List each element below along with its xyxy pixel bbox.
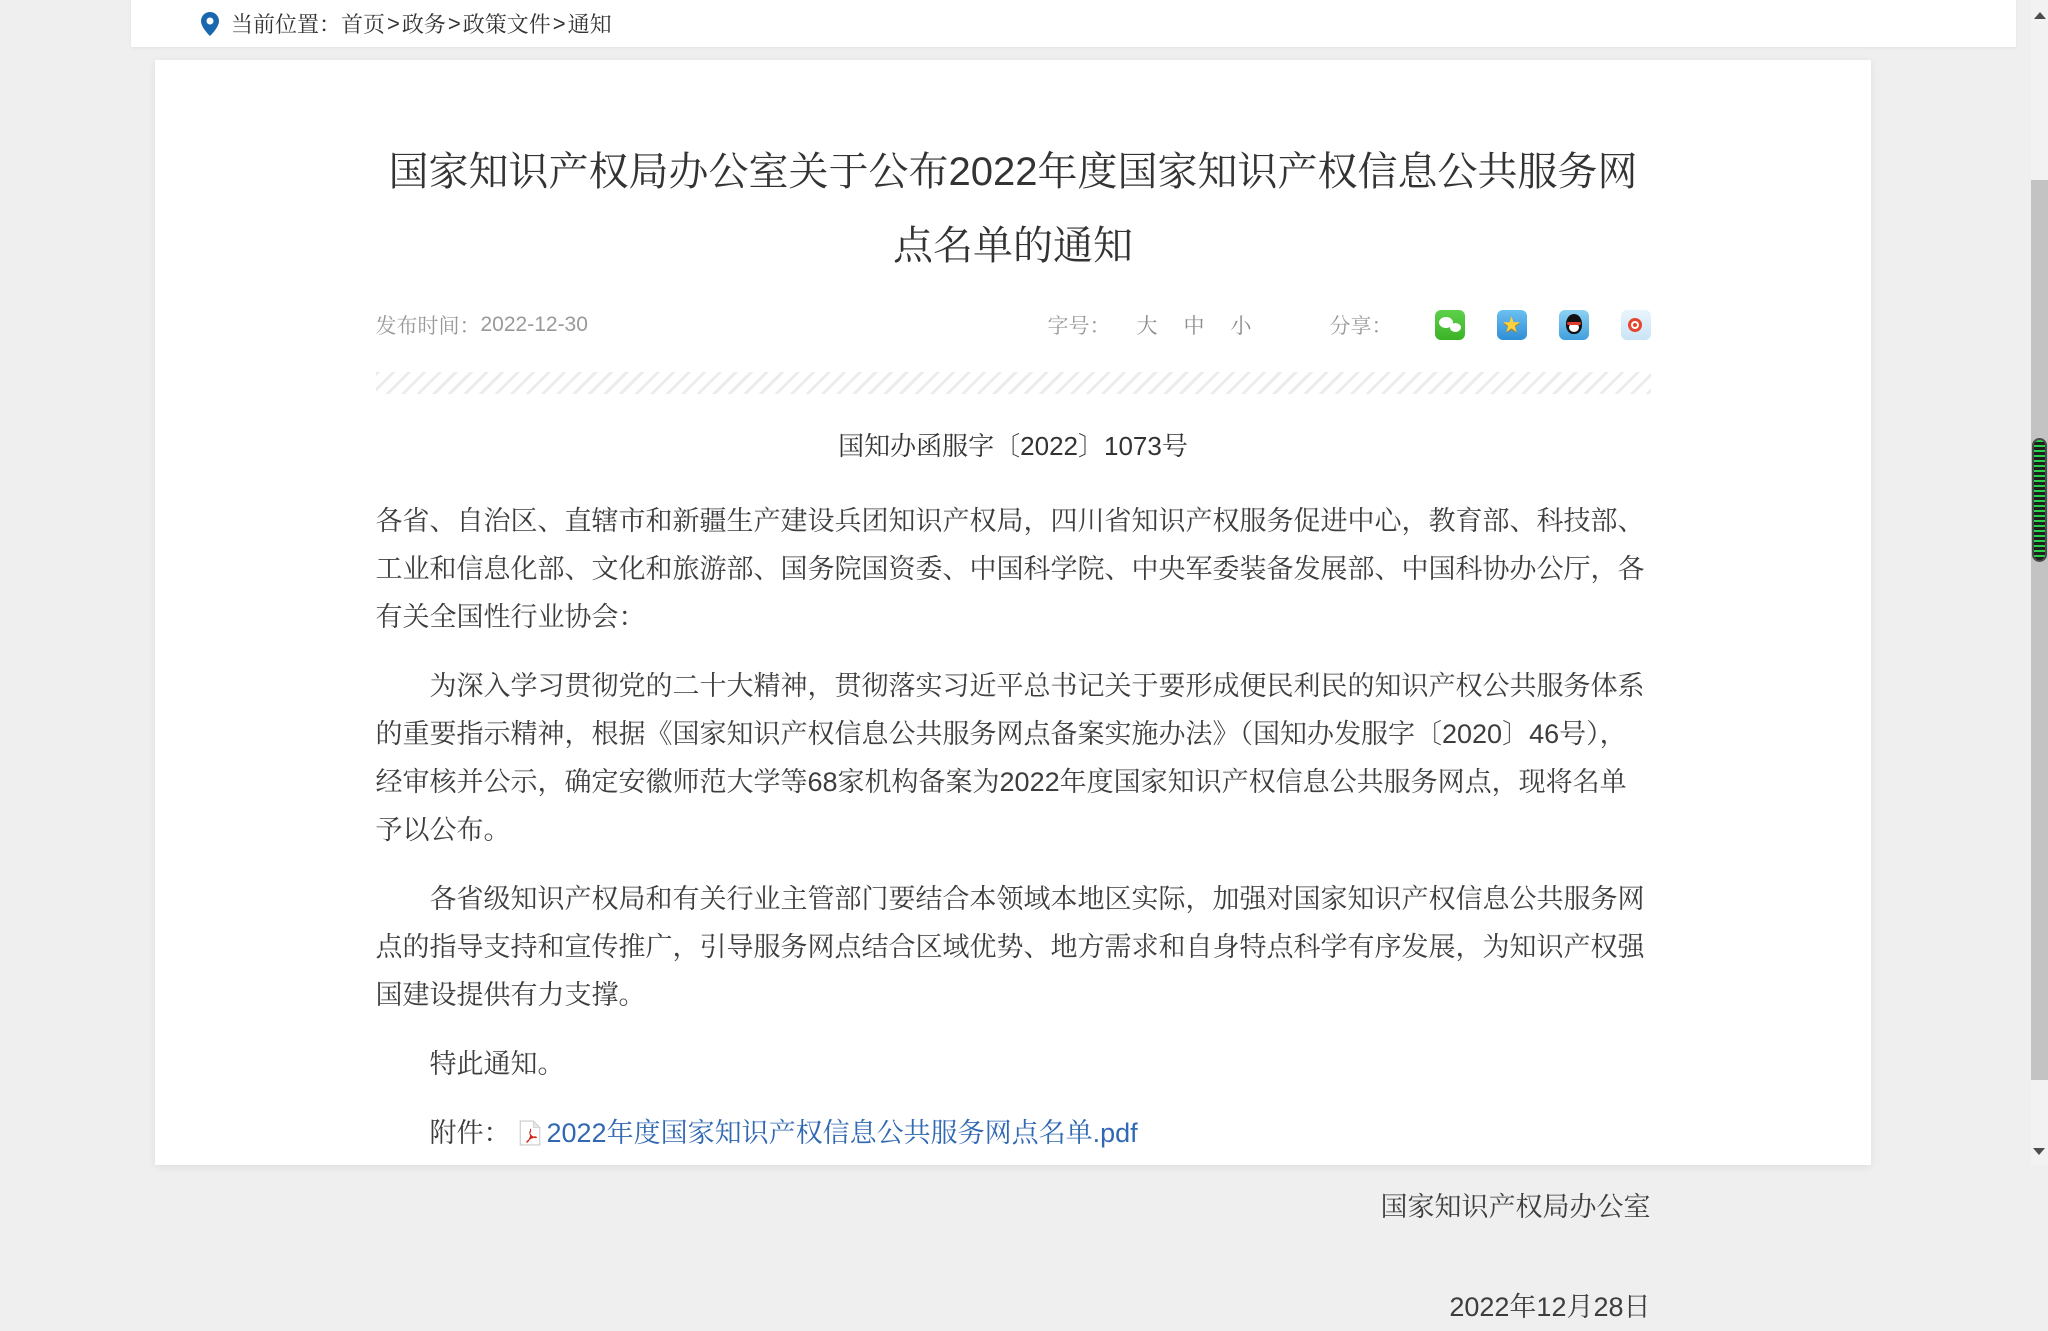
paragraph-addressees: 各省、自治区、直辖市和新疆生产建设兵团知识产权局，四川省知识产权服务促进中心，教育部、科技部、工业和信息化部、文化和旅游部、国务院国资委、中国科学院、中央军委装备发展部、中国科协办公厅，各有关全国性行业协会： xyxy=(375,506,1645,632)
page-title: 国家知识产权局办公室关于公布2022年度国家知识产权信息公共服务网点名单的通知 xyxy=(388,150,1638,268)
article-meta-row xyxy=(376,308,1651,342)
qzone-share-icon[interactable] xyxy=(1497,310,1527,340)
paragraph-2: 各省级知识产权局和有关行业主管部门要结合本领域本地区实际，加强对国家知识产权信息公共服务网点的指导支持和宣传推广，引导服务网点结合区域优势、地方需求和自身特点科学有序发展，为知识产权强国建设提供有力支撑。 xyxy=(375,884,1645,1010)
publish-time-label: 发布时间： xyxy=(375,315,481,338)
scrollbar-thumb[interactable] xyxy=(2032,438,2047,562)
pdf-file-icon xyxy=(519,1120,541,1146)
breadcrumb-separator: > xyxy=(447,10,461,36)
scrollbar-track[interactable] xyxy=(2031,180,2048,1080)
scrollbar-top-cap xyxy=(2031,0,2048,180)
share-label: 分享： xyxy=(1329,315,1393,338)
wechat-bubble xyxy=(1450,323,1461,332)
breadcrumb-item-home[interactable]: 首页 xyxy=(341,12,386,37)
document-number: 国知办函服字〔2022〕1073号 xyxy=(838,431,1188,461)
font-size-small-button[interactable]: 小 xyxy=(1230,315,1252,338)
hatched-divider xyxy=(376,372,1651,394)
breadcrumb-item-notice[interactable]: 通知 xyxy=(567,12,612,37)
wechat-share-icon[interactable] xyxy=(1435,310,1465,340)
font-size-label: 字号： xyxy=(1047,315,1111,338)
publish-time-value: 2022-12-30 xyxy=(480,313,588,336)
meta-tools xyxy=(1048,310,1651,340)
breadcrumb-bar xyxy=(131,0,2016,47)
breadcrumb-item-policy[interactable]: 政策文件 xyxy=(462,12,551,37)
scroll-down-arrow-icon[interactable] xyxy=(2033,1148,2045,1155)
attachment-label: 附件： xyxy=(429,1118,511,1148)
weibo-share-icon[interactable] xyxy=(1621,310,1651,340)
document-body xyxy=(376,497,1651,1331)
signoff-organization: 国家知识产权局办公室 xyxy=(1380,1192,1651,1222)
article-content xyxy=(376,60,1651,1331)
location-pin-icon xyxy=(201,12,219,36)
paragraph-notice: 特此通知。 xyxy=(429,1049,565,1079)
breadcrumb-separator: > xyxy=(552,10,566,36)
signoff xyxy=(376,1183,1651,1331)
article-card xyxy=(155,60,1871,1322)
paragraph-1: 为深入学习贯彻党的二十大精神，贯彻落实习近平总书记关于要形成便民利民的知识产权公共服务体系的重要指示精神，根据《国家知识产权信息公共服务网点备案实施办法》（国知办发服字〔2020〕46号），经审核并公示，确定安徽师范大学等68家机构备案为2022年度国家知识产权信息公共服务网点，现将名单予以公布。 xyxy=(375,671,1645,845)
attachment-row xyxy=(376,1109,1651,1157)
qq-penguin-scarf xyxy=(1567,322,1581,325)
breadcrumb-label: 当前位置： xyxy=(231,12,342,37)
font-size-large-button[interactable]: 大 xyxy=(1136,315,1158,338)
scrollbar-bottom-cap xyxy=(2031,1080,2048,1165)
breadcrumb-item-gov[interactable]: 政务 xyxy=(401,12,446,37)
qq-share-icon[interactable] xyxy=(1559,310,1589,340)
font-size-medium-button[interactable]: 中 xyxy=(1183,315,1205,338)
scroll-up-arrow-icon[interactable] xyxy=(2034,12,2046,19)
scrollbar[interactable] xyxy=(2031,0,2048,1165)
qzone-star: ★ xyxy=(1501,312,1522,337)
weibo-eye-dot xyxy=(1633,323,1637,327)
publish-time xyxy=(376,310,588,340)
breadcrumb-separator: > xyxy=(387,10,400,36)
attachment-link[interactable]: 2022年度国家知识产权信息公共服务网点名单.pdf xyxy=(546,1118,1138,1148)
signoff-date: 2022年12月28日 xyxy=(1449,1292,1651,1322)
